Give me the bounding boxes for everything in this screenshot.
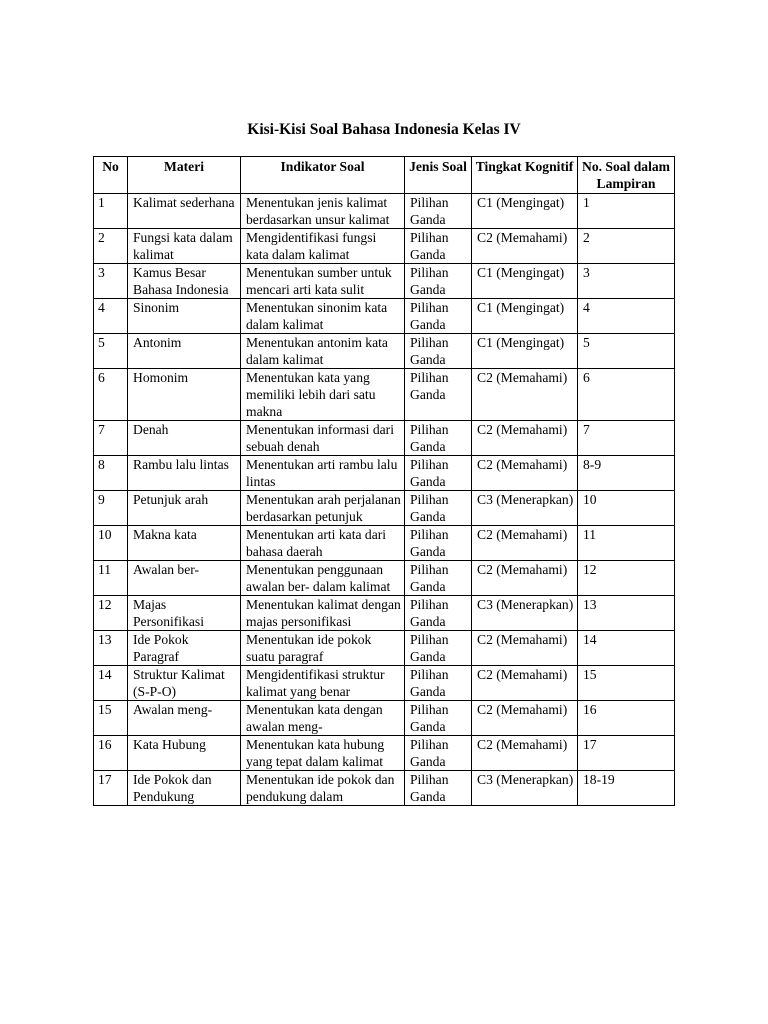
cell-lampiran: 15	[578, 666, 675, 701]
cell-tingkat: C2 (Memahami)	[472, 456, 578, 491]
table-row	[94, 299, 675, 334]
cell-tingkat: C1 (Mengingat)	[472, 334, 578, 369]
cell-tingkat: C3 (Menerapkan)	[472, 491, 578, 526]
cell-indikator: Menentukan kalimat dengan majas personifikasi	[241, 596, 405, 631]
header-lampiran: No. Soal dalam Lampiran	[578, 157, 675, 194]
cell-materi: Denah	[128, 421, 241, 456]
cell-indikator: Menentukan kata dengan awalan meng-	[241, 701, 405, 736]
cell-jenis: Pilihan Ganda	[405, 264, 472, 299]
cell-indikator: Menentukan informasi dari sebuah denah	[241, 421, 405, 456]
cell-lampiran: 2	[578, 229, 675, 264]
header-indikator: Indikator Soal	[241, 157, 405, 194]
cell-materi: Struktur Kalimat (S-P-O)	[128, 666, 241, 701]
cell-jenis: Pilihan Ganda	[405, 299, 472, 334]
cell-indikator: Menentukan sumber untuk mencari arti kata sulit	[241, 264, 405, 299]
cell-no: 12	[94, 596, 128, 631]
cell-jenis: Pilihan Ganda	[405, 631, 472, 666]
cell-tingkat: C3 (Menerapkan)	[472, 596, 578, 631]
table-row	[94, 491, 675, 526]
header-materi: Materi	[128, 157, 241, 194]
cell-lampiran: 4	[578, 299, 675, 334]
cell-tingkat: C2 (Memahami)	[472, 666, 578, 701]
cell-jenis: Pilihan Ganda	[405, 526, 472, 561]
cell-no: 16	[94, 736, 128, 771]
cell-indikator: Menentukan kata yang memiliki lebih dari satu makna	[241, 369, 405, 421]
cell-no: 3	[94, 264, 128, 299]
cell-no: 1	[94, 194, 128, 229]
cell-materi: Antonim	[128, 334, 241, 369]
cell-no: 4	[94, 299, 128, 334]
kisi-kisi-table	[93, 156, 675, 806]
cell-indikator: Mengidentifikasi struktur kalimat yang benar	[241, 666, 405, 701]
cell-materi: Petunjuk arah	[128, 491, 241, 526]
cell-indikator: Menentukan ide pokok dan pendukung dalam	[241, 771, 405, 806]
table-row	[94, 334, 675, 369]
cell-indikator: Menentukan antonim kata dalam kalimat	[241, 334, 405, 369]
cell-tingkat: C2 (Memahami)	[472, 526, 578, 561]
cell-tingkat: C2 (Memahami)	[472, 561, 578, 596]
table-row	[94, 631, 675, 666]
cell-indikator: Menentukan kata hubung yang tepat dalam kalimat	[241, 736, 405, 771]
cell-tingkat: C3 (Menerapkan)	[472, 771, 578, 806]
cell-no: 10	[94, 526, 128, 561]
table-row	[94, 771, 675, 806]
cell-lampiran: 13	[578, 596, 675, 631]
document-title: Kisi-Kisi Soal Bahasa Indonesia Kelas IV	[247, 121, 521, 138]
cell-materi: Ide Pokok Paragraf	[128, 631, 241, 666]
cell-materi: Homonim	[128, 369, 241, 421]
cell-jenis: Pilihan Ganda	[405, 369, 472, 421]
cell-no: 11	[94, 561, 128, 596]
table-header	[94, 157, 675, 194]
cell-no: 14	[94, 666, 128, 701]
header-no: No	[94, 157, 128, 194]
header-jenis: Jenis Soal	[405, 157, 472, 194]
cell-lampiran: 14	[578, 631, 675, 666]
cell-jenis: Pilihan Ganda	[405, 194, 472, 229]
cell-tingkat: C2 (Memahami)	[472, 369, 578, 421]
cell-jenis: Pilihan Ganda	[405, 491, 472, 526]
table-row	[94, 561, 675, 596]
cell-jenis: Pilihan Ganda	[405, 334, 472, 369]
cell-materi: Majas Personifikasi	[128, 596, 241, 631]
cell-materi: Kamus Besar Bahasa Indonesia	[128, 264, 241, 299]
cell-jenis: Pilihan Ganda	[405, 421, 472, 456]
cell-tingkat: C1 (Mengingat)	[472, 264, 578, 299]
cell-tingkat: C2 (Memahami)	[472, 229, 578, 264]
cell-no: 2	[94, 229, 128, 264]
table-row	[94, 701, 675, 736]
table-row	[94, 369, 675, 421]
cell-materi: Kata Hubung	[128, 736, 241, 771]
table-row	[94, 421, 675, 456]
cell-lampiran: 1	[578, 194, 675, 229]
cell-indikator: Menentukan ide pokok suatu paragraf	[241, 631, 405, 666]
cell-no: 8	[94, 456, 128, 491]
cell-jenis: Pilihan Ganda	[405, 701, 472, 736]
cell-tingkat: C2 (Memahami)	[472, 631, 578, 666]
table-row	[94, 264, 675, 299]
cell-lampiran: 17	[578, 736, 675, 771]
cell-lampiran: 12	[578, 561, 675, 596]
table-row	[94, 229, 675, 264]
cell-lampiran: 18-19	[578, 771, 675, 806]
cell-materi: Ide Pokok dan Pendukung	[128, 771, 241, 806]
cell-tingkat: C1 (Mengingat)	[472, 299, 578, 334]
cell-jenis: Pilihan Ganda	[405, 229, 472, 264]
cell-indikator: Menentukan arah perjalanan berdasarkan petunjuk	[241, 491, 405, 526]
table-row	[94, 736, 675, 771]
cell-lampiran: 7	[578, 421, 675, 456]
cell-lampiran: 11	[578, 526, 675, 561]
cell-no: 17	[94, 771, 128, 806]
table-row	[94, 194, 675, 229]
table-row	[94, 596, 675, 631]
cell-no: 13	[94, 631, 128, 666]
cell-lampiran: 3	[578, 264, 675, 299]
cell-tingkat: C2 (Memahami)	[472, 736, 578, 771]
cell-jenis: Pilihan Ganda	[405, 561, 472, 596]
cell-no: 6	[94, 369, 128, 421]
cell-indikator: Menentukan penggunaan awalan ber- dalam kalimat	[241, 561, 405, 596]
cell-materi: Fungsi kata dalam kalimat	[128, 229, 241, 264]
cell-no: 7	[94, 421, 128, 456]
cell-indikator: Mengidentifikasi fungsi kata dalam kalimat	[241, 229, 405, 264]
cell-materi: Rambu lalu lintas	[128, 456, 241, 491]
cell-lampiran: 16	[578, 701, 675, 736]
cell-materi: Awalan meng-	[128, 701, 241, 736]
cell-lampiran: 10	[578, 491, 675, 526]
cell-materi: Kalimat sederhana	[128, 194, 241, 229]
cell-no: 15	[94, 701, 128, 736]
header-row	[94, 157, 675, 194]
cell-indikator: Menentukan jenis kalimat berdasarkan unsur kalimat	[241, 194, 405, 229]
table-row	[94, 526, 675, 561]
cell-jenis: Pilihan Ganda	[405, 456, 472, 491]
cell-no: 9	[94, 491, 128, 526]
cell-lampiran: 5	[578, 334, 675, 369]
cell-materi: Makna kata	[128, 526, 241, 561]
cell-indikator: Menentukan arti rambu lalu lintas	[241, 456, 405, 491]
cell-lampiran: 8-9	[578, 456, 675, 491]
cell-jenis: Pilihan Ganda	[405, 771, 472, 806]
cell-materi: Awalan ber-	[128, 561, 241, 596]
cell-tingkat: C1 (Mengingat)	[472, 194, 578, 229]
cell-indikator: Menentukan sinonim kata dalam kalimat	[241, 299, 405, 334]
header-tingkat: Tingkat Kognitif	[472, 157, 578, 194]
table-body	[94, 194, 675, 806]
cell-indikator: Menentukan arti kata dari bahasa daerah	[241, 526, 405, 561]
cell-jenis: Pilihan Ganda	[405, 736, 472, 771]
cell-materi: Sinonim	[128, 299, 241, 334]
cell-jenis: Pilihan Ganda	[405, 666, 472, 701]
cell-tingkat: C2 (Memahami)	[472, 701, 578, 736]
cell-jenis: Pilihan Ganda	[405, 596, 472, 631]
cell-tingkat: C2 (Memahami)	[472, 421, 578, 456]
table-row	[94, 666, 675, 701]
cell-no: 5	[94, 334, 128, 369]
table-row	[94, 456, 675, 491]
cell-lampiran: 6	[578, 369, 675, 421]
